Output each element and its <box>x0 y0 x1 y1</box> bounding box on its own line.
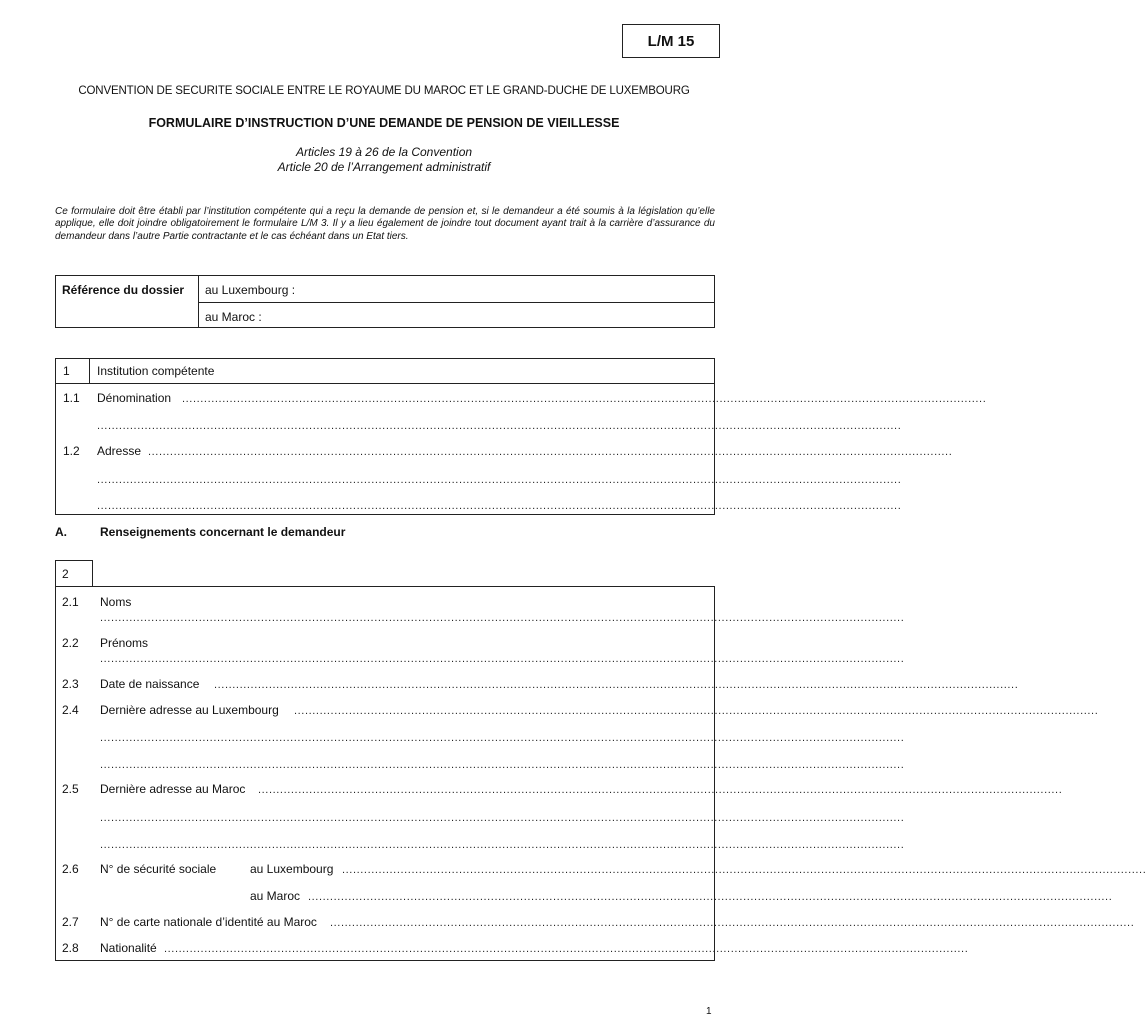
section-a-heading <box>55 525 346 539</box>
item-number: 1.1 <box>63 391 80 405</box>
fill-line: ............................................................................................................................................................................................................................ <box>100 839 905 851</box>
divider <box>198 302 714 303</box>
reference-luxembourg: au Luxembourg : <box>205 283 296 297</box>
fill-line: ............................................................................................................................................................................................................................ <box>100 732 905 744</box>
fill-line: ............................................................................................................................................................................................................................ <box>214 679 1019 691</box>
item-label: Prénoms <box>100 636 149 650</box>
item-1-2 <box>63 443 142 459</box>
section1-body <box>55 383 987 515</box>
fill-line: ............................................................................................................................................................................................................................ <box>97 474 902 486</box>
item-2-3 <box>62 676 200 692</box>
fill-line: ............................................................................................................................................................................................................................ <box>97 500 902 512</box>
reference-box <box>55 275 715 328</box>
fill-line: ............................................................................................................................................................................................................................ <box>308 891 1113 903</box>
item-label: N° de sécurité sociale <box>100 862 217 876</box>
item-2-2 <box>62 635 149 651</box>
item-label: Date de naissance <box>100 677 200 691</box>
item-2-7 <box>62 914 317 930</box>
item-2-8 <box>62 940 157 956</box>
item-number: 2.8 <box>62 941 79 955</box>
item-number: 2.7 <box>62 915 79 929</box>
item-2-4 <box>62 702 279 718</box>
intro-paragraph: Ce formulaire doit être établi par l’institution compétente qui a reçu la demande de pension et, si le demandeur a été soumis à la législation qu’elle applique, elle doit joindre obligatoirement le formulaire L/M 3. Il y a lieu également de joindre tout document ayant trait à la carrière d’assurance du demandeur dans l’autre Partie contractante et le cas échéant dans un Etat tiers. <box>55 206 715 242</box>
item-1-1 <box>63 390 172 406</box>
fill-line: ............................................................................................................................................................................................................................ <box>294 705 1099 717</box>
form-code: L/M 15 <box>622 24 720 58</box>
articles-line-1: Articles 19 à 26 de la Convention <box>295 145 473 159</box>
item-2-5 <box>62 781 246 797</box>
item-label: Dénomination <box>97 391 172 405</box>
reference-label: Référence du dossier <box>62 283 185 297</box>
item-label: Adresse <box>97 444 142 458</box>
fill-line: ............................................................................................................................................................................................................................ <box>342 864 1146 876</box>
item-2-1 <box>62 594 132 610</box>
item-label: Noms <box>100 595 132 609</box>
item-number: 2.4 <box>62 703 79 717</box>
fill-line: ............................................................................................................................................................................................................................ <box>100 759 905 771</box>
item-2-6 <box>62 861 334 877</box>
fill-line: ............................................................................................................................................................................................................................ <box>100 612 905 624</box>
item-number: 2.1 <box>62 595 79 609</box>
fill-line: ............................................................................................................................................................................................................................ <box>258 784 1063 796</box>
section1-number: 1 <box>63 364 70 378</box>
fill-line: ............................................................................................................................................................................................................................ <box>97 420 902 432</box>
item-number: 2.6 <box>62 862 79 876</box>
item-sub-maroc: au Maroc <box>250 889 301 903</box>
fill-line: ............................................................................................................................................................................................................................ <box>164 943 969 955</box>
item-sub-luxembourg: au Luxembourg <box>250 862 334 876</box>
divider <box>89 359 90 383</box>
fill-line: ............................................................................................................................................................................................................................ <box>148 446 953 458</box>
item-label: Dernière adresse au Luxembourg <box>100 703 279 717</box>
fill-line: ............................................................................................................................................................................................................................ <box>182 393 987 405</box>
articles <box>0 145 768 175</box>
item-number: 2.3 <box>62 677 79 691</box>
section2-body <box>55 586 1146 961</box>
section2-header <box>55 560 93 587</box>
reference-maroc: au Maroc : <box>205 310 262 324</box>
convention-title: CONVENTION DE SECURITE SOCIALE ENTRE LE ROYAUME DU MAROC ET LE GRAND-DUCHE DE LUXEMBOURG <box>78 85 690 97</box>
section1-header <box>55 358 715 384</box>
fill-line: ............................................................................................................................................................................................................................ <box>330 917 1135 929</box>
form-title: FORMULAIRE D’INSTRUCTION D’UNE DEMANDE DE PENSION DE VIEILLESSE <box>148 116 620 130</box>
item-label: N° de carte nationale d’identité au Maroc <box>100 915 317 929</box>
page-number: 1 <box>706 1006 712 1017</box>
fill-line: ............................................................................................................................................................................................................................ <box>100 653 905 665</box>
section-a-letter: A. <box>55 525 67 539</box>
item-number: 1.2 <box>63 444 80 458</box>
item-number: 2.2 <box>62 636 79 650</box>
fill-line: ............................................................................................................................................................................................................................ <box>100 812 905 824</box>
section2-number: 2 <box>62 567 69 581</box>
articles-line-2: Article 20 de l’Arrangement administratif <box>277 160 491 174</box>
section1-title: Institution compétente <box>97 364 215 378</box>
item-label: Nationalité <box>100 941 157 955</box>
item-number: 2.5 <box>62 782 79 796</box>
item-2-6-maroc <box>250 888 300 904</box>
section-a-title: Renseignements concernant le demandeur <box>100 525 346 539</box>
item-label: Dernière adresse au Maroc <box>100 782 246 796</box>
